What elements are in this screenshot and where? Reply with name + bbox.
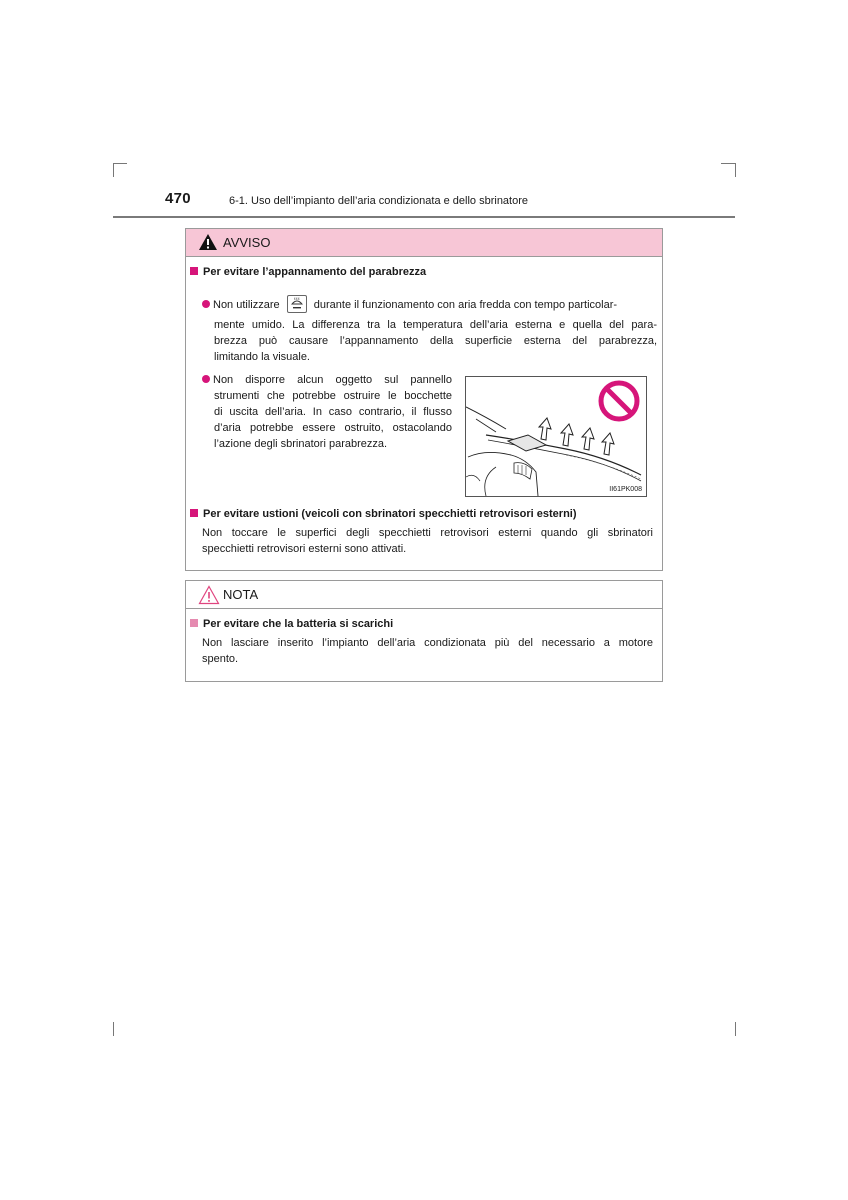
page-header (165, 190, 735, 218)
header-rule (113, 216, 735, 218)
warning-box-header (186, 229, 662, 257)
paragraph-line: Non disporre alcun oggetto sul pannello (202, 372, 452, 388)
square-bullet-icon (190, 267, 198, 275)
crop-mark (735, 163, 736, 177)
paragraph-line: d’aria potrebbe essere ostruito, ostacolando (214, 422, 452, 434)
bullet-paragraph (202, 295, 657, 311)
warning-triangle-icon (198, 233, 218, 251)
paragraph-line: Non lasciare inserito l’impianto dell’aria condizionata più del necessario a motore (202, 637, 653, 649)
section-body (202, 525, 653, 557)
crop-mark (735, 1022, 736, 1036)
bullet-dot-icon (202, 300, 210, 308)
crop-mark (721, 163, 735, 164)
warning-box (185, 228, 663, 571)
paragraph-line: specchietti retrovisori esterni sono attivati. (202, 543, 407, 555)
dashboard-illustration (465, 376, 647, 497)
paragraph-line: strumenti che potrebbe ostruire le bocchette (214, 390, 452, 402)
bullet-paragraph-continuation (214, 317, 657, 365)
section-title-text: Per evitare l’appannamento del parabrezza (203, 266, 427, 278)
square-bullet-icon (190, 619, 198, 627)
front-defroster-icon (287, 295, 307, 313)
section-body (202, 635, 653, 667)
paragraph-line: spento. (202, 653, 239, 665)
paragraph-line: Non utilizzare durante il funzionamento con aria fredda con tempo particolar- (202, 295, 657, 311)
chapter-title: 6-1. Uso dell’impianto dell’aria condizionata e dello sbrinatore (229, 195, 529, 207)
paragraph-line: Non toccare le superfici degli specchietti retrovisori esterni quando gli sbrinatori (202, 527, 653, 539)
square-bullet-icon (190, 509, 198, 517)
crop-mark (113, 163, 127, 164)
page-number: 470 (165, 190, 191, 207)
bullet-dot-icon (202, 375, 210, 383)
paragraph-line: l’azione degli sbrinatori parabrezza. (214, 438, 388, 450)
prohibition-icon (601, 383, 637, 419)
section-title (190, 266, 426, 278)
bullet-paragraph-continuation (214, 388, 452, 452)
crop-mark (113, 1022, 114, 1036)
note-box (185, 580, 663, 682)
note-box-header (186, 581, 662, 609)
section-title-text: Per evitare che la batteria si scarichi (203, 618, 394, 630)
paragraph-line: mente umido. La differenza tra la temperatura dell’aria esterna e quella del para- (214, 319, 657, 331)
bullet-paragraph (202, 372, 452, 388)
note-box-title: NOTA (223, 587, 259, 602)
caution-triangle-icon (198, 585, 220, 605)
paragraph-line: di uscita dell’aria. In caso contrario, il flusso (214, 406, 452, 418)
paragraph-line: brezza può causare l’appannamento della superficie esterna del parabrezza, (214, 335, 657, 347)
section-title (190, 618, 393, 630)
figure-code: II61PK008 (609, 486, 642, 493)
warning-box-title: AVVISO (223, 235, 271, 250)
crop-mark (113, 163, 114, 177)
paragraph-line: limitando la visuale. (214, 351, 310, 363)
section-title-text: Per evitare ustioni (veicoli con sbrinatori specchietti retrovisori esterni) (203, 508, 577, 520)
section-title (190, 508, 577, 520)
